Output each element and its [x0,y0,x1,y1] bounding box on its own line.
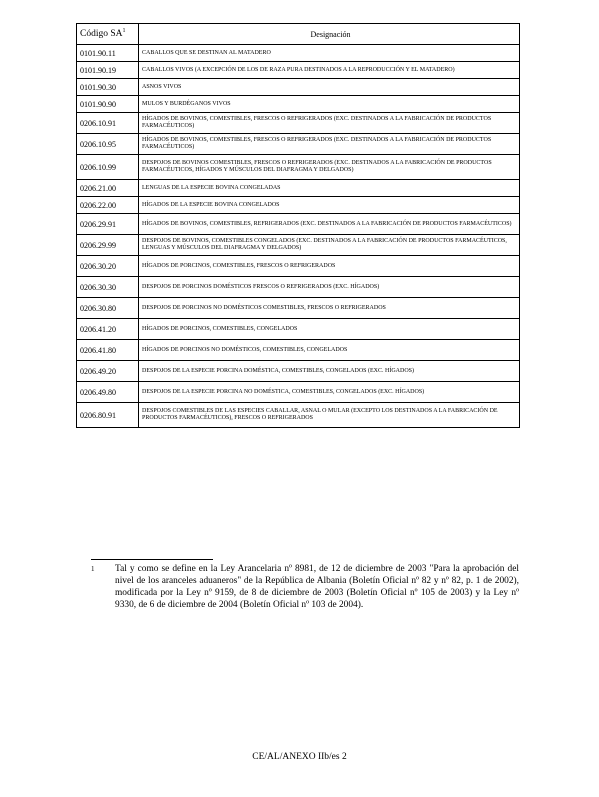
footnote [91,563,519,611]
hs-code-cell: 0206.41.20 [77,319,139,340]
hs-code-cell: 0206.29.91 [77,214,139,235]
table-row [77,382,520,403]
designation-cell: DESPOJOS DE LA ESPECIE PORCINA NO DOMÉSTICA, COMESTIBLES, CONGELADOS (EXC. HÍGADOS) [139,382,520,403]
designation-cell: DESPOJOS DE BOVINOS COMESTIBLES, FRESCOS O REFRIGERADOS (EXC. DESTINADOS A LA FABRICACIÓN DE PRODUCTOS FARMACÉUTICOS, HÍGADOS Y MÚSCULOS DEL DIAFRAGMA Y DELGADOS) [139,155,520,180]
header-code [77,24,139,45]
designation-cell: HÍGADOS DE PORCINOS, COMESTIBLES, FRESCOS O REFRIGERADOS [139,256,520,277]
table-row [77,79,520,96]
table-row [77,298,520,319]
designation-cell: ASNOS VIVOS [139,79,520,96]
designation-cell: CABALLOS VIVOS (A EXCEPCIÓN DE LOS DE RAZA PURA DESTINADOS A LA REPRODUCCIÓN Y EL MATADERO) [139,62,520,79]
hs-code-cell: 0206.41.80 [77,340,139,361]
designation-cell: DESPOJOS COMESTIBLES DE LAS ESPECIES CABALLAR, ASNAL O MULAR (EXCEPTO LOS DESTINADOS A LA FABRICACIÓN DE PRODUCTOS FARMACÉUTICOS), FRESCOS O REFRIGERADOS [139,403,520,428]
table-row [77,62,520,79]
hs-code-cell: 0206.30.30 [77,277,139,298]
hs-code-cell: 0101.90.19 [77,62,139,79]
designation-cell: LENGUAS DE LA ESPECIE BOVINA CONGELADAS [139,180,520,197]
designation-cell: HÍGADOS DE PORCINOS, COMESTIBLES, CONGELADOS [139,319,520,340]
hs-code-cell: 0101.90.30 [77,79,139,96]
hs-code-cell: 0206.49.20 [77,361,139,382]
footnote-text: Tal y como se define en la Ley Arancelaria nº 8981, de 12 de diciembre de 2003 "Para la aprobación del nivel de los aranceles aduaneros" de la República de Albania (Boletín Oficial nº 82 y nº 82, p. 1 de 2002), modificada por la Ley nº 9159, de 8 de diciembre de 2003 (Boletín Oficial nº 105 de 2003) y la Ley nº 9330, de 6 de diciembre de 2004 (Boletín Oficial nº 103 de 2004). [115,564,519,610]
hs-code-cell: 0206.30.80 [77,298,139,319]
designation-cell: DESPOJOS DE PORCINOS DOMÉSTICOS FRESCOS O REFRIGERADOS (EXC. HÍGADOS) [139,277,520,298]
hs-code-cell: 0101.90.11 [77,45,139,62]
hs-code-cell: 0206.22.00 [77,197,139,214]
hs-code-cell: 0206.80.91 [77,403,139,428]
hs-code-cell: 0206.29.99 [77,235,139,256]
table-row [77,197,520,214]
designation-cell: DESPOJOS DE BOVINOS, COMESTIBLES CONGELADOS (EXC. DESTINADOS A LA FABRICACIÓN DE PRODUCTOS FARMACÉUTICOS, LENGUAS Y MÚSCULOS DEL DIAFRAGMA Y DELGADOS) [139,235,520,256]
designation-cell: DESPOJOS DE LA ESPECIE PORCINA DOMÉSTICA, COMESTIBLES, CONGELADOS (EXC. HÍGADOS) [139,361,520,382]
designation-cell: MULOS Y BURDÉGANOS VIVOS [139,96,520,113]
designation-cell: HÍGADOS DE BOVINOS, COMESTIBLES, REFRIGERADOS (EXC. DESTINADOS A LA FABRICACIÓN DE PRODUCTOS FARMACÉUTICOS) [139,214,520,235]
header-code-label: Código SA [80,29,123,40]
table-row [77,340,520,361]
table-row [77,319,520,340]
table-header-row [77,24,520,45]
hs-code-table [76,23,520,428]
footnote-separator [91,559,213,560]
designation-cell: CABALLOS QUE SE DESTINAN AL MATADERO [139,45,520,62]
footnote-ref: 1 [122,28,126,35]
hs-code-cell: 0206.21.00 [77,180,139,197]
designation-cell: HÍGADOS DE PORCINOS NO DOMÉSTICOS, COMESTIBLES, CONGELADOS [139,340,520,361]
table-row [77,180,520,197]
hs-code-cell: 0206.49.80 [77,382,139,403]
designation-cell: HÍGADOS DE LA ESPECIE BOVINA CONGELADOS [139,197,520,214]
hs-code-cell: 0206.30.20 [77,256,139,277]
designation-cell: DESPOJOS DE PORCINOS NO DOMÉSTICOS COMESTIBLES, FRESCOS O REFRIGERADOS [139,298,520,319]
hs-code-cell: 0101.90.90 [77,96,139,113]
table-row [77,214,520,235]
page-footer: CE/AL/ANEXO IIb/es 2 [252,752,347,762]
table-row [77,403,520,428]
table-row [77,155,520,180]
table-row [77,113,520,134]
table-row [77,96,520,113]
hs-code-cell: 0206.10.91 [77,113,139,134]
designation-cell: HÍGADOS DE BOVINOS, COMESTIBLES, FRESCOS O REFRIGERADOS (EXC. DESTINADOS A LA FABRICACIÓN DE PRODUCTOS FARMACÉUTICOS) [139,134,520,155]
table-row [77,361,520,382]
table-row [77,235,520,256]
table-row [77,277,520,298]
designation-cell: HÍGADOS DE BOVINOS, COMESTIBLES, FRESCOS O REFRIGERADOS (EXC. DESTINADOS A LA FABRICACIÓN DE PRODUCTOS FARMACÉUTICOS) [139,113,520,134]
hs-code-cell: 0206.10.99 [77,155,139,180]
table-row [77,45,520,62]
footnote-number: 1 [91,565,95,573]
table-row [77,134,520,155]
hs-code-cell: 0206.10.95 [77,134,139,155]
header-designation: Designación [139,24,520,45]
table-row [77,256,520,277]
